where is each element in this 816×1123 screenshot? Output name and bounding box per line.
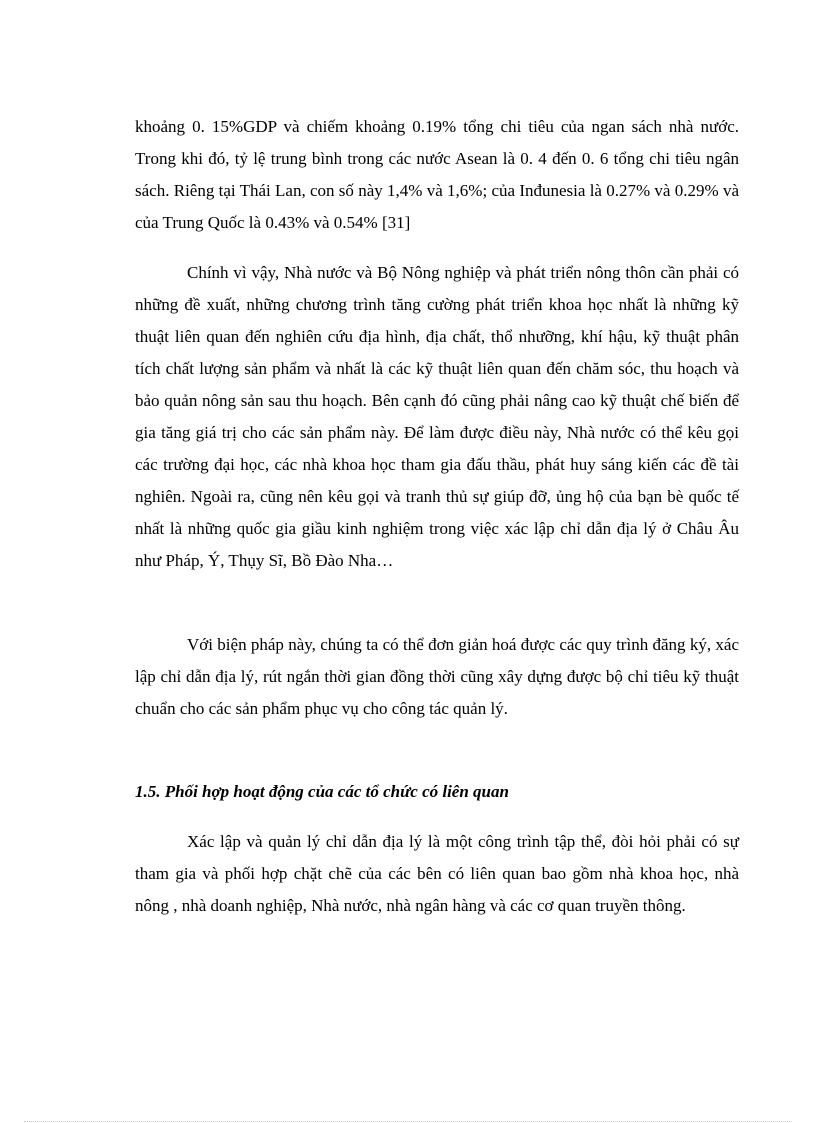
paragraph-recommendations: Chính vì vậy, Nhà nước và Bộ Nông nghiệp và phát triển nông thôn cần phải có những đề xuất, những chương trình tăng cường phát triển khoa học nhất là những kỹ thuật liên quan đến nghiên cứu địa hình, địa chất, thổ nhưỡng, khí hậu, kỹ thuật phân tích chất lượng sản phẩm và nhất là các kỹ thuật liên quan đến chăm sóc, thu hoạch và bảo quản nông sản sau thu hoạch. Bên cạnh đó cũng phải nâng cao kỹ thuật chế biến để gia tăng giá trị cho các sản phẩm này. Để làm được điều này, Nhà nước có thể kêu gọi các trường đại học, các nhà khoa học tham gia đấu thầu, phát huy sáng kiến các đề tài nghiên. Ngoài ra, cũng nên kêu gọi và tranh thủ sự giúp đỡ, ủng hộ của bạn bè quốc tế nhất là những quốc gia giầu kinh nghiệm trong việc xác lập chỉ dẫn địa lý ở Châu Âu như Pháp, Ý, Thụy Sĩ, Bồ Đào Nha… bbox=[135, 263, 739, 570]
paragraph-budget-statistics: khoảng 0. 15%GDP và chiếm khoảng 0.19% tổng chi tiêu của ngan sách nhà nước. Trong khi đó, tỷ lệ trung bình trong các nước Asean là 0. 4 đến 0. 6 tổng chi tiêu ngân sách. Riêng tại Thái Lan, con số này 1,4% và 1,6%; của Inđunesia là 0.27% và 0.29% và của Trung Quốc là 0.43% và 0.54% [31] bbox=[135, 117, 739, 232]
page-bottom-divider bbox=[24, 1121, 792, 1122]
paragraph-coordination: Xác lập và quản lý chỉ dẫn địa lý là một công trình tập thể, đòi hỏi phải có sự tham gia và phối hợp chặt chẽ của các bên có liên quan bao gồm nhà khoa học, nhà nông , nhà doanh nghiệp, Nhà nước, nhà ngân hàng và các cơ quan truyền thông. bbox=[135, 832, 739, 915]
paragraph-procedure-simplification: Với biện pháp này, chúng ta có thể đơn giản hoá được các quy trình đăng ký, xác lập chỉ dẫn địa lý, rút ngắn thời gian đồng thời cũng xây dựng được bộ chỉ tiêu kỹ thuật chuẩn cho các sản phẩm phục vụ cho công tác quản lý. bbox=[135, 635, 739, 718]
section-heading: 1.5. Phối hợp hoạt động của các tổ chức có liên quan bbox=[135, 782, 509, 801]
